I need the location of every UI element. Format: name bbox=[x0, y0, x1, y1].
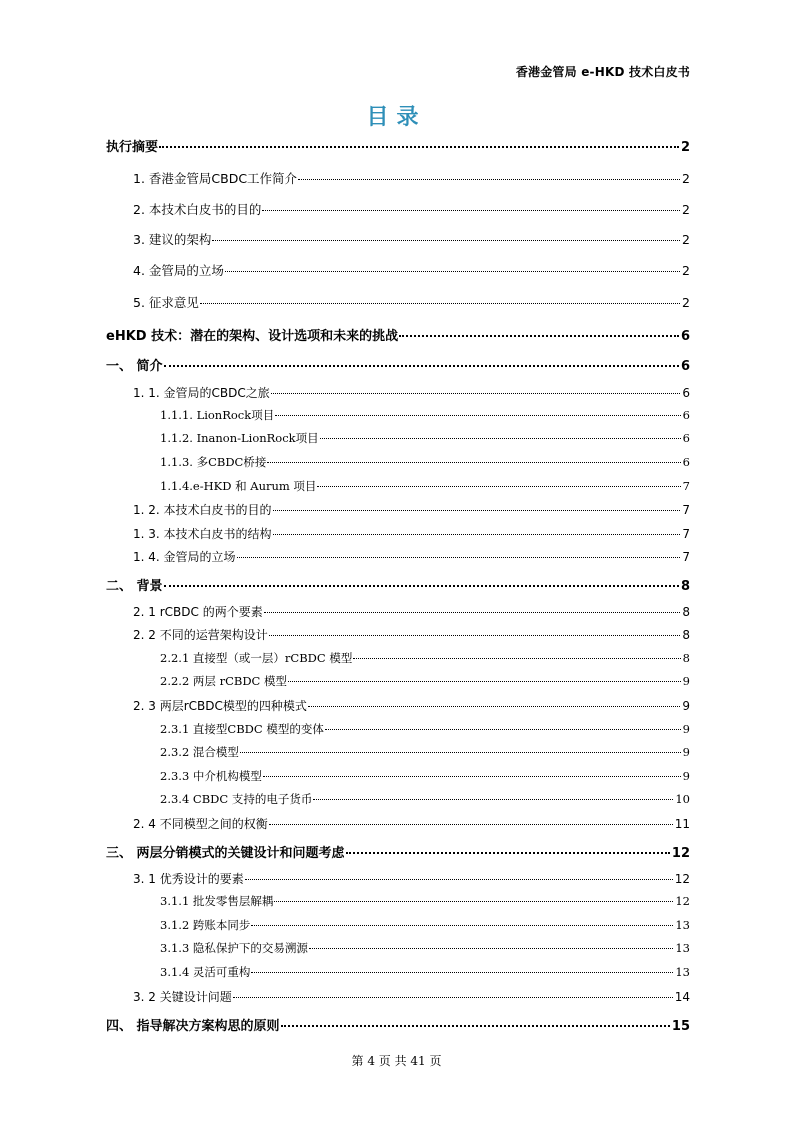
toc-entry[interactable] bbox=[160, 721, 690, 737]
toc-leader bbox=[273, 510, 681, 511]
toc-entry-label: 1. 香港金管局CBDC工作简介 bbox=[133, 171, 298, 186]
toc-leader bbox=[164, 365, 679, 367]
toc-entry-label: 2. 本技术白皮书的目的 bbox=[133, 202, 262, 217]
toc-entry-label: 1. 1. 金管局的CBDC之旅 bbox=[133, 386, 270, 400]
toc-entry-page: 13 bbox=[675, 941, 690, 955]
toc-entry[interactable] bbox=[160, 964, 690, 980]
toc-leader bbox=[233, 997, 673, 998]
toc-entry-label: 2.2.1 直接型（或一层）rCBDC 模型 bbox=[160, 651, 353, 665]
toc-entry[interactable] bbox=[133, 626, 690, 643]
toc-entry-label: 2. 2 不同的运营架构设计 bbox=[133, 628, 268, 642]
toc-leader bbox=[212, 240, 680, 241]
toc-entry-label: 2. 3 两层rCBDC模型的四种模式 bbox=[133, 699, 307, 713]
toc-entry-label: 2.3.2 混合模型 bbox=[160, 745, 239, 759]
toc-entry-page: 7 bbox=[682, 527, 690, 541]
toc-entry[interactable] bbox=[160, 744, 690, 760]
toc-entry-page: 6 bbox=[682, 408, 690, 422]
toc-entry[interactable] bbox=[133, 200, 690, 218]
toc-leader bbox=[262, 210, 680, 211]
toc-leader bbox=[281, 1025, 670, 1027]
toc-entry[interactable] bbox=[106, 1015, 690, 1034]
toc-entry[interactable] bbox=[106, 355, 690, 374]
toc-leader bbox=[353, 658, 680, 659]
toc-entry-page: 2 bbox=[682, 263, 690, 278]
toc-entry-label: 3. 建议的架构 bbox=[133, 232, 212, 247]
toc-entry-label: 3.1.3 隐私保护下的交易溯源 bbox=[160, 941, 308, 955]
toc-leader bbox=[308, 706, 680, 707]
toc-entry-page: 2 bbox=[682, 171, 690, 186]
toc-entry-label: 1. 2. 本技术白皮书的目的 bbox=[133, 503, 272, 517]
toc-entry-page: 2 bbox=[682, 232, 690, 247]
toc-leader bbox=[159, 146, 679, 148]
toc-leader bbox=[200, 303, 680, 304]
toc-entry[interactable] bbox=[133, 525, 690, 542]
toc-entry-label: 2.2.2 两层 rCBDC 模型 bbox=[160, 674, 287, 688]
toc-leader bbox=[325, 729, 681, 730]
toc-entry-page: 15 bbox=[671, 1019, 690, 1034]
page-title: 目录 bbox=[366, 105, 427, 130]
toc-entry-page: 9 bbox=[682, 674, 690, 688]
toc-leader bbox=[240, 752, 681, 753]
toc-entry-page: 6 bbox=[680, 359, 690, 374]
toc-entry-page: 12 bbox=[675, 894, 690, 908]
toc-leader bbox=[264, 612, 681, 613]
toc-entry[interactable] bbox=[160, 407, 690, 423]
toc-entry-label: 2. 4 不同模型之间的权衡 bbox=[133, 817, 268, 831]
toc-entry-page: 6 bbox=[682, 455, 690, 469]
toc-entry[interactable] bbox=[133, 870, 690, 887]
toc-leader bbox=[346, 852, 670, 854]
toc-entry-page: 2 bbox=[680, 140, 690, 155]
toc-entry-page: 10 bbox=[675, 792, 690, 806]
toc-entry-label: 四、 指导解决方案构思的原则 bbox=[106, 1019, 280, 1034]
toc-entry-page: 8 bbox=[682, 651, 690, 665]
toc-entry-page: 6 bbox=[682, 386, 690, 400]
toc-entry-label: 1.1.3. 多CBDC桥接 bbox=[160, 455, 267, 469]
toc-entry-label: 3.1.4 灵活可重构 bbox=[160, 965, 251, 979]
toc-entry[interactable] bbox=[160, 478, 690, 494]
toc-leader bbox=[245, 879, 673, 880]
toc-entry[interactable] bbox=[133, 501, 690, 518]
toc-entry-label: 3. 2 关键设计问题 bbox=[133, 990, 232, 1004]
toc-entry-label: 1. 4. 金管局的立场 bbox=[133, 550, 236, 564]
toc-entry[interactable] bbox=[160, 454, 690, 470]
toc-entry[interactable] bbox=[160, 768, 690, 784]
toc-entry-page: 13 bbox=[675, 918, 690, 932]
toc-entry-page: 8 bbox=[682, 628, 690, 642]
toc-entry-page: 6 bbox=[680, 329, 690, 344]
toc-leader bbox=[274, 901, 673, 902]
toc-entry-label: 2. 1 rCBDC 的两个要素 bbox=[133, 605, 263, 619]
toc-entry-page: 8 bbox=[680, 579, 690, 594]
toc-entry-label: 二、 背景 bbox=[106, 579, 163, 594]
toc-entry[interactable] bbox=[133, 169, 690, 187]
toc-leader bbox=[164, 585, 679, 587]
toc-entry-page: 9 bbox=[682, 769, 690, 783]
toc-entry[interactable] bbox=[106, 575, 690, 594]
toc-entry[interactable] bbox=[106, 325, 690, 344]
toc-entry-label: eHKD 技术：潜在的架构、设计选项和未来的挑战 bbox=[106, 329, 399, 344]
toc-entry[interactable] bbox=[160, 791, 690, 807]
toc-entry-page: 9 bbox=[682, 722, 690, 736]
toc-entry-page: 12 bbox=[674, 872, 690, 886]
toc-leader bbox=[267, 462, 680, 463]
toc-entry-page: 2 bbox=[682, 295, 690, 310]
toc-leader bbox=[298, 179, 680, 180]
toc-entry[interactable] bbox=[133, 261, 690, 279]
toc-entry-label: 1.1.1. LionRock项目 bbox=[160, 408, 275, 422]
toc-entry-page: 9 bbox=[682, 699, 690, 713]
toc-leader bbox=[399, 335, 679, 337]
toc-entry[interactable] bbox=[133, 548, 690, 565]
toc-entry-label: 2.3.3 中介机构模型 bbox=[160, 769, 262, 783]
document-header: 香港金管局 e-HKD 技术白皮书 bbox=[515, 65, 690, 79]
toc-entry-page: 11 bbox=[674, 817, 690, 831]
toc-entry-label: 1.1.4.e-HKD 和 Aurum 项目 bbox=[160, 479, 317, 493]
toc-entry-label: 2.3.4 CBDC 支持的电子货币 bbox=[160, 792, 313, 806]
toc-entry[interactable] bbox=[160, 893, 690, 909]
toc-entry[interactable] bbox=[160, 917, 690, 933]
toc-entry-page: 7 bbox=[682, 503, 690, 517]
toc-leader bbox=[317, 486, 680, 487]
toc-entry-page: 9 bbox=[682, 745, 690, 759]
toc-entry-label: 1.1.2. Inanon-LionRock项目 bbox=[160, 431, 319, 445]
toc-entry-label: 5. 征求意见 bbox=[133, 295, 199, 310]
toc-leader bbox=[251, 972, 673, 973]
toc-leader bbox=[288, 681, 681, 682]
toc-leader bbox=[251, 925, 673, 926]
toc-entry[interactable] bbox=[133, 230, 690, 248]
toc-entry-page: 7 bbox=[682, 479, 690, 493]
toc-entry-page: 2 bbox=[682, 202, 690, 217]
toc-entry-label: 三、 两层分销模式的关键设计和问题考虑 bbox=[106, 846, 345, 861]
toc-entry-page: 7 bbox=[682, 550, 690, 564]
toc-entry-label: 3.1.2 跨账本同步 bbox=[160, 918, 251, 932]
toc-entry-page: 14 bbox=[674, 990, 690, 1004]
toc-entry[interactable] bbox=[106, 136, 690, 155]
toc-entry-page: 13 bbox=[675, 965, 690, 979]
toc-leader bbox=[263, 776, 681, 777]
toc-entry[interactable] bbox=[133, 384, 690, 401]
toc-leader bbox=[273, 534, 681, 535]
toc-leader bbox=[225, 271, 680, 272]
toc-entry[interactable] bbox=[133, 988, 690, 1005]
toc-entry[interactable] bbox=[160, 940, 690, 956]
toc-entry[interactable] bbox=[160, 650, 690, 666]
toc-entry-label: 执行摘要 bbox=[106, 140, 159, 155]
page-footer: 第 4 页 共 41 页 bbox=[351, 1054, 442, 1068]
toc-entry-page: 8 bbox=[682, 605, 690, 619]
toc-leader bbox=[320, 438, 681, 439]
toc-entry[interactable] bbox=[133, 603, 690, 620]
toc-entry-label: 4. 金管局的立场 bbox=[133, 263, 224, 278]
toc-entry[interactable] bbox=[133, 293, 690, 311]
toc-entry-page: 6 bbox=[682, 431, 690, 445]
toc-entry[interactable] bbox=[160, 430, 690, 446]
toc-entry-label: 2.3.1 直接型CBDC 模型的变体 bbox=[160, 722, 324, 736]
toc-entry[interactable] bbox=[106, 842, 690, 861]
toc-entry-label: 1. 3. 本技术白皮书的结构 bbox=[133, 527, 272, 541]
toc-entry-label: 3. 1 优秀设计的要素 bbox=[133, 872, 244, 886]
toc-leader bbox=[269, 824, 673, 825]
toc-leader bbox=[313, 799, 673, 800]
toc-entry[interactable] bbox=[133, 697, 690, 714]
toc-leader bbox=[275, 415, 680, 416]
toc-leader bbox=[309, 948, 673, 949]
toc-leader bbox=[271, 393, 681, 394]
toc-entry-label: 一、 简介 bbox=[106, 359, 163, 374]
toc-entry[interactable] bbox=[133, 815, 690, 832]
toc-entry[interactable] bbox=[160, 673, 690, 689]
toc-entry-page: 12 bbox=[671, 846, 690, 861]
toc-leader bbox=[269, 635, 681, 636]
toc-leader bbox=[237, 557, 681, 558]
toc-entry-label: 3.1.1 批发零售层解耦 bbox=[160, 894, 274, 908]
